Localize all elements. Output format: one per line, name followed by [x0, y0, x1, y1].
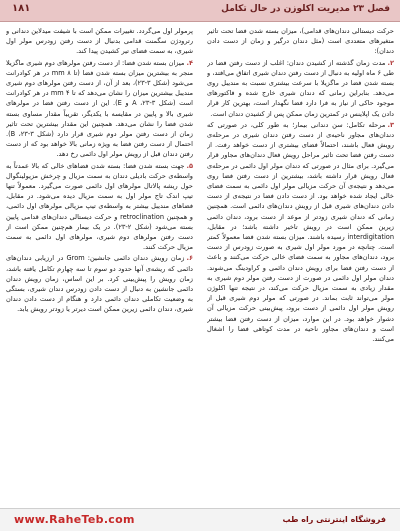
- list-number: ۵.: [186, 161, 193, 170]
- site-logo[interactable]: www.RaheTeb.com: [14, 513, 135, 526]
- paragraph: ۳.مرحله تکامل: سن دندانی بیمار؛ به طور کلی، در صورتی که دندان‌های مجاور ناحیه‌ی از دست رفتن دندان شیری در مرحله‌ی رویش فعال باشند، احتمالاً فضای بیشتری از دست خواهد رفت. از دست رفتن فضا تحت تاثیر مراحل رویش فعال دندان‌های مجاور قرار می‌گیرد. برای مثال در صورتی که دندان مولر اول دائمی در مرحله‌ی فعال رویش قرار داشته باشد، بیشترین از دست رفتن فضا روی می‌دهد و نتیجه‌ی آن حرکت مزیالی مولر اول دائمی به سمت فضای خالی ایجاد شده خواهد بود. از دست دادن فضا در نتیجه‌ی از دست دادن دندان‌های شیری قبل از رویش دندان‌های دائمی است. همچنین زمانی که دندان شیری زودتر از موعد از دست برود، دندان دائمی زیرین ممکن است در رویش تاخیر داشته باشد؛ در مقابل، interdigitation رسیده باشند. میزان بسته شدن فضا معمولاً کمتر است. چنانچه در مورد مولر اول شیری به صورت زودرس از دست برود، دندان‌های مجاور به سمت فضای خالی حرکت می‌کنند و باعث از دست رفتن فضا برای رویش دندان دائمی و کراودینگ می‌شوند. دندان مولر اول دائمی در صورت از دست رفتن مولر دوم شیری به مقدار زیادی به سمت مزیال حرکت می‌کند، در نتیجه تنها اکلوژن مولر می‌تواند ثابت بماند. در صورتی که مولر دوم شیری قبل از رویش مولر اول دائمی از دست برود، پیش‌بینی حرکت مزیالی آن دشوار خواهد بود. در این موارد، میزان از دست رفتن فضا بیشتر است و دندان‌های مجاور ناحیه در مدت کوتاهی فضا را اشغال می‌کنند.: [207, 120, 394, 344]
- list-number: ۲.: [387, 58, 394, 67]
- list-number: ۶.: [186, 254, 193, 263]
- list-number: ۴.: [186, 58, 193, 67]
- paragraph: پرمولر اول می‌گردد. تغییرات ممکن است با شیفت میدلاین دندانی و رترودژن سگمنت قدامی بدنبال از دست رفتن زودرس مولر اول شیری، به سمت فضای تیر کشیدن پیدا کند.: [6, 27, 193, 56]
- right-column: [207, 26, 394, 506]
- paragraph: ۵.جهت بسته شدن فضا: بسته شدن فضاهای خالی که بالا عمدتاً به واسطه‌ی حرکت بادیلی دندان به سمت مزیال و چرخش مزیولینگوال حول ریشه پالاتال مولرهای اول دائمی صورت می‌گیرد. معمولاً تنها تیپ اندک تاج مولر اول به سمت مزیال دیده می‌شود. در مقابل، فضاهای مندیبل بیشتر به واسطه‌ی تیپ مزیالی مولرهای اول دائمی، و همچنین retroclination و حرکت دیستالی دندان‌های قدامی پایین بسته می‌شود (شکل ۲-۲۳). در یک بیمار هم‌چنین ممکن است از دست رفتن مولرهای دوم شیری، مولرهای اول دائمی به سمت مزیال حرکت کنند.: [6, 161, 193, 252]
- page-body: [6, 26, 394, 506]
- watermark-footer: [0, 508, 400, 531]
- paragraph: حرکت دیستالی دندان‌های قدامی)، میزان بسته شدن فضا تحت تاثیر متغیرهای متعددی است (مثل دندان درگیر و زمان از دست دادن دندان):: [207, 27, 394, 56]
- site-tagline: فروشگاه اینترنتی راه طب: [282, 515, 386, 524]
- paragraph: ۶.زمان رویش دندان دائمی جانشین: Grom در ارزیابی دندان‌های دائمی که ریشه‌ی آنها حدود دو سوم تا سه چهارم تکامل یافته باشد، زمان رویش را پیش‌بینی کرد. بر این اساس، زمان رویش دندان دائمی جانشین به دنبال از دست دادن زودرس دندان شیری، بستگی به وضعیت تکاملی دندان دائمی دارد و هنگام از دست دادن دندان شیری، دندان دائمی زیرین ممکن است دیرتر یا زودتر رویش یابد.: [6, 254, 193, 314]
- list-number: ۳.: [387, 120, 394, 129]
- chapter-title: فصل ۲۳ مدیریت اکلوزن در حال تکامل: [221, 4, 390, 14]
- left-column: [6, 26, 193, 506]
- page-header: [0, 0, 400, 22]
- paragraph: ۴.میزان بسته شدن فضا: از دست رفتن مولرهای دوم شیری ماگزیلا منجر به بیشترین میزان بسته شدن فضا (تا ۸ mm در هر کوادرانت می‌شود (شکل ۳-۲۳)، بعد از آن، از دست رفتن مولرهای دوم شیری مندیبل بیشترین میزان را نشان می‌دهد که تا ۴ mm در هر کوادرانت است (شکل ۳-۲۳، A و E). این از دست رفتن فضا در مولرهای شیری بالا و پایین در مقایسه با یکدیگر، تقریباً مقدار مساوی بسته شدن فضا را نشان می‌دهد. همچنین این مقدار بیشترین تحت تاثیر زمان از دست رفتن مولر دوم شیری قرار دارد (شکل ۳-۲۳، B). احتمال از دست رفتن فضا به ویژه زمانی بالا خواهد بود که از دست رفتن دندان قبل از رویش مولر اول دائمی رخ دهد.: [6, 58, 193, 159]
- page-number: ۱۸۱: [12, 3, 31, 14]
- paragraph: ۲.مدت زمان گذشته از کشیدن دندان: اغلب از دست رفتن فضا در طی ۶ ماه اولیه به دنبال از دست رفتن دندان شیری اتفاق می‌افتد، و بسته شدن فضا در ماگزیلا با سرعت بیشتری نسبت به مندیبل روی می‌دهد. بنابراین زمانی که دندان شیری خارج شده و فاکتورهای موجود حاکی از نیاز به فرا دارد فضا نگهدار است، بهترین کار قرار دادن یک اپلاینس در کمترین زمان ممکن پس از کشیدن دندان است.: [207, 58, 394, 118]
